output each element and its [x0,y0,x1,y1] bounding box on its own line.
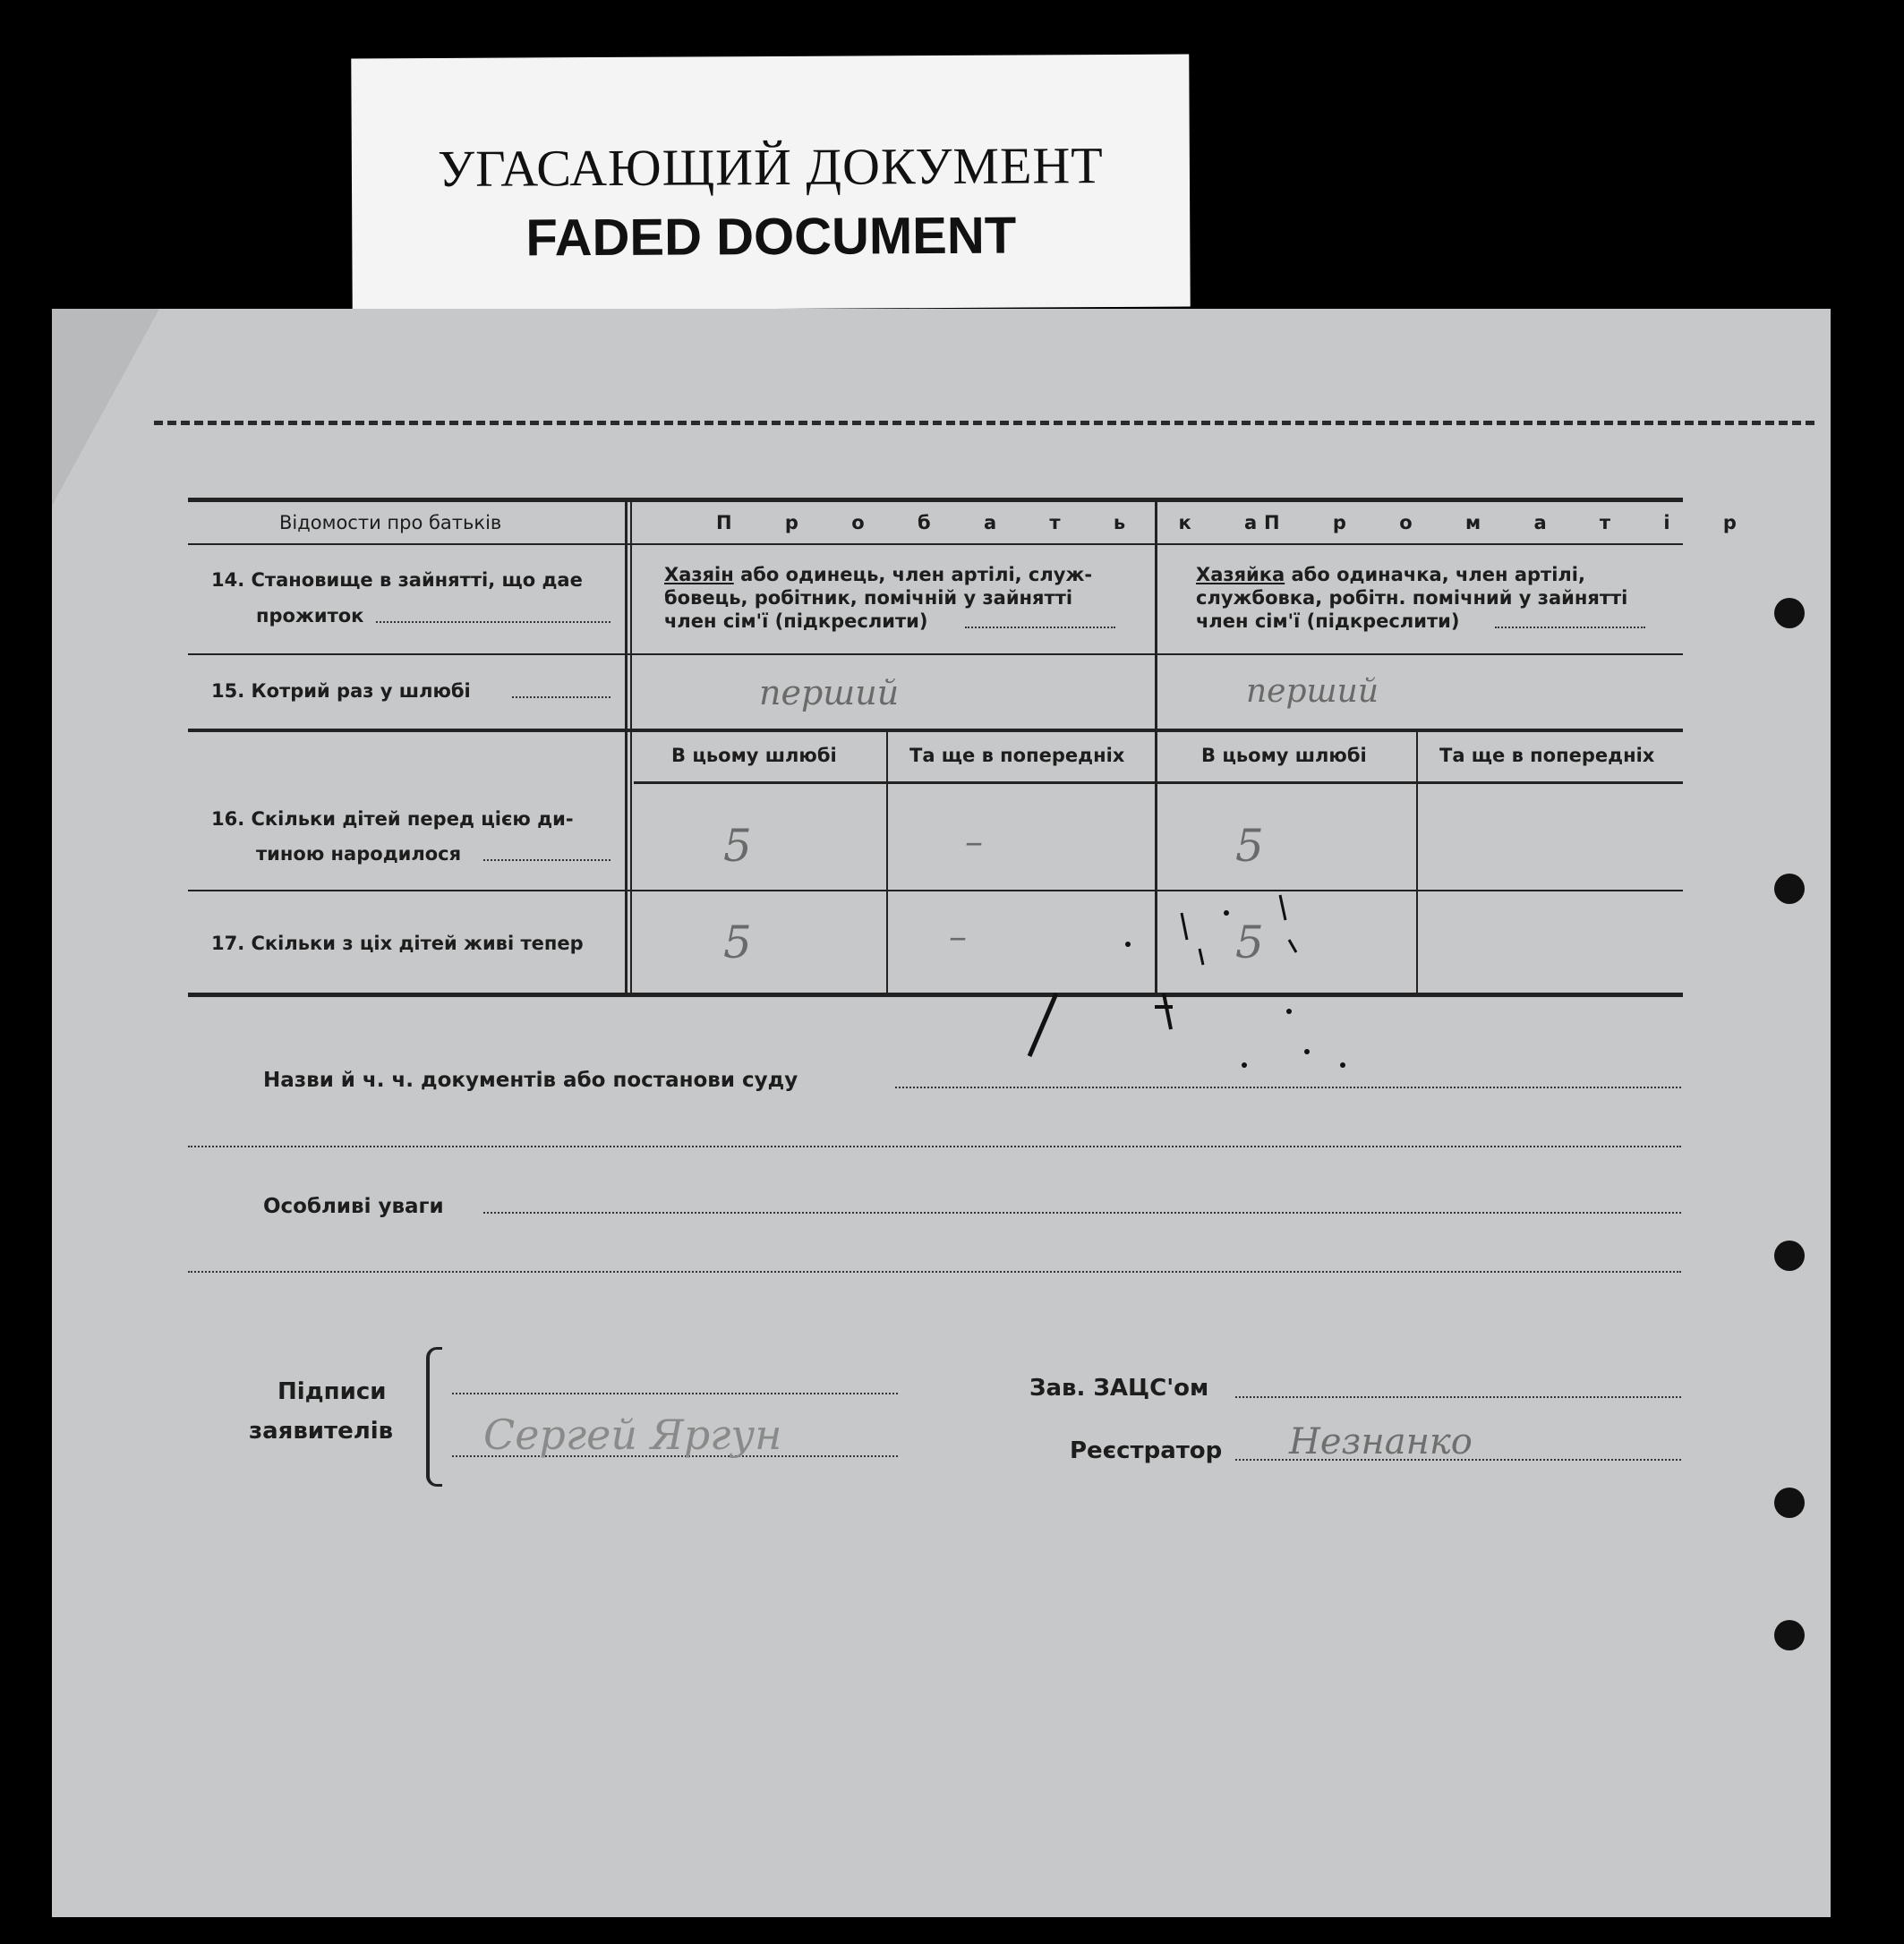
father-owner-underlined: Хазяін [664,564,734,585]
row16-label-line2: тиною народилося [256,843,462,865]
head-sign-line [1235,1396,1681,1398]
row16-bottom-rule [188,890,1683,891]
applicant-signature: Сергей Яргун [483,1411,782,1459]
applicant-sign-line-1 [452,1393,898,1394]
table-header-rule [188,543,1683,545]
father-line1-rest: або одинець, член артілі, служ- [733,564,1093,585]
applicants-label-line1: Підписи [277,1378,387,1405]
registrar-signature: Незнанко [1289,1421,1473,1462]
stamp-text-en: FADED DOCUMENT [525,206,1017,268]
documents-leader [895,1087,1681,1088]
ink-marks [1020,877,1414,1101]
punch-hole [1774,1620,1805,1650]
row14-mother-leader [1495,627,1645,628]
notes-leader [483,1212,1681,1214]
row14-father-line3: член сім'ї (підкреслити) [664,610,928,632]
faded-document-stamp [351,55,1190,311]
stamp-text-ru: УГАСАЮЩИЙ ДОКУМЕНТ [437,136,1104,198]
row14-father-line2: бовець, робітник, помічній у зайнятті [664,587,1073,609]
subcol-divider-father [886,732,888,993]
registrar-label: Реєстратор [1070,1437,1223,1464]
row14-label-line1: 14. Становище в зайнятті, що дае [211,569,583,591]
punch-hole [1774,1488,1805,1518]
row14-label-leader [376,621,610,623]
head-label: Зав. ЗАЦС'ом [1029,1375,1209,1402]
row15-bottom-rule [188,729,1683,732]
mother-owner-underlined: Хазяйка [1196,564,1285,585]
row14-bottom-rule [188,653,1683,655]
documents-line-2 [188,1146,1681,1147]
punch-hole [1774,1241,1805,1271]
row17-father-this: 5 [723,917,752,968]
mother-line1-rest: або одиначка, член артілі, [1285,564,1585,585]
applicants-label-line2: заявителів [249,1418,394,1445]
punch-hole [1774,874,1805,904]
table-top-rule [188,498,1683,502]
folded-corner [52,309,159,506]
subheader-mother-this-marriage: В цьому шлюбі [1201,745,1367,766]
subheader-mother-previous: Та ще в попередніх [1439,745,1655,766]
notes-line-2 [188,1271,1681,1273]
row15-label: 15. Котрий раз у шлюбі [211,680,471,702]
subheader-rule [634,781,1683,784]
header-father: П р о б а т ь к а [716,512,1281,533]
notes-label: Особливі уваги [263,1195,444,1218]
documents-label: Назви й ч. ч. документів або постанови суду [263,1069,798,1092]
row16-label-leader [483,859,610,861]
row16-father-prev: – [965,822,983,863]
subcol-divider-mother [1416,732,1418,993]
row14-father-leader [965,627,1115,628]
header-parents-info: Відомости про батьків [279,512,502,533]
subheader-father-previous: Та ще в попередніх [909,745,1125,766]
col-divider-1 [625,498,628,995]
col-divider-1b [630,498,632,995]
row14-father-line1 [664,564,1092,585]
row14-mother-line1 [1196,564,1585,585]
punch-hole [1774,598,1805,628]
row14-label-line2: прожиток [256,605,364,627]
row15-father-value: перший [759,673,900,712]
row16-mother-this: 5 [1235,820,1264,872]
subheader-father-this-marriage: В цьому шлюбі [671,745,837,766]
row17-label: 17. Скільки з ціх дітей живі тепер [211,933,584,954]
applicants-brace [426,1347,442,1487]
row14-mother-line3: член сім'ї (підкреслити) [1196,610,1460,632]
row15-mother-value: перший [1246,673,1379,710]
row15-label-leader [512,696,610,698]
document-sheet [52,309,1831,1917]
row16-label-line1: 16. Скільки дітей перед цією ди- [211,808,574,830]
row17-mother-this: 5 [1235,917,1264,968]
row14-mother-line2: службовка, робітн. помічний у зайнятті [1196,587,1628,609]
perforation-line [154,421,1814,425]
row16-father-this: 5 [723,820,752,872]
header-mother: П р о м а т і р [1264,512,1760,533]
table-bottom-rule [188,993,1683,997]
row17-father-prev: – [949,917,967,958]
